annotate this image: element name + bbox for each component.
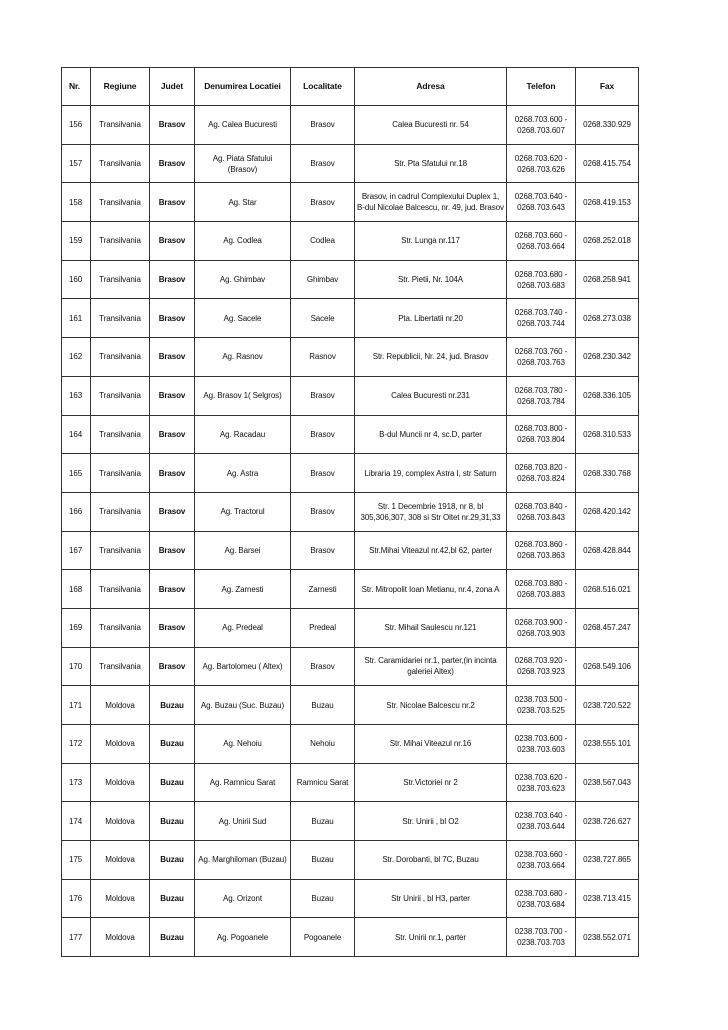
- cell-fax: 0268.428.844: [576, 531, 639, 570]
- cell-denumire: Ag. Unirii Sud: [195, 802, 291, 841]
- telefon-line-1: 0238.703.600 -: [514, 733, 568, 743]
- cell-regiune: Transilvania: [91, 376, 150, 415]
- table-row: [62, 841, 639, 880]
- telefon-line-1: 0268.703.840 -: [514, 501, 568, 511]
- telefon-line-1: 0268.703.860 -: [514, 540, 568, 550]
- cell-denumire: Ag. Marghiloman (Buzau): [195, 841, 291, 880]
- cell-adresa: Str. Lunga nr.117: [355, 222, 507, 261]
- telefon-line-2: 0238.703.525: [517, 706, 565, 716]
- telefon-line-1: 0268.703.780 -: [514, 385, 568, 395]
- cell-judet: Brasov: [150, 376, 195, 415]
- cell-denumire: Ag. Calea Bucuresti: [195, 106, 291, 145]
- cell-fax: 0268.336.105: [576, 376, 639, 415]
- cell-adresa: Brasov, in cadrul Complexului Duplex 1, B-dul Nicolae Balcescu, nr. 49, jud. Brasov: [355, 183, 507, 222]
- cell-fax: 0238.726.627: [576, 802, 639, 841]
- cell-regiune: Transilvania: [91, 222, 150, 261]
- cell-nr: 161: [62, 299, 91, 338]
- cell-nr: 170: [62, 647, 91, 686]
- telefon-line-1: 0238.703.680 -: [514, 888, 568, 898]
- cell-regiune: Moldova: [91, 918, 150, 957]
- cell-regiune: Moldova: [91, 725, 150, 764]
- col-header-localitate: Localitate: [291, 68, 355, 106]
- cell-denumire: Ag. Zarnesti: [195, 570, 291, 609]
- header-row: [62, 68, 639, 106]
- telefon-line-2: 0268.703.643: [517, 203, 565, 213]
- table-body: [62, 106, 639, 957]
- cell-regiune: Transilvania: [91, 492, 150, 531]
- cell-regiune: Moldova: [91, 879, 150, 918]
- cell-adresa: Str.Victoriei nr 2: [355, 763, 507, 802]
- cell-adresa: Str. Pietii, Nr. 104A: [355, 260, 507, 299]
- cell-denumire: Ag. Pogoanele: [195, 918, 291, 957]
- cell-regiune: Moldova: [91, 841, 150, 880]
- cell-judet: Brasov: [150, 144, 195, 183]
- col-header-judet: Judet: [150, 68, 195, 106]
- cell-regiune: Transilvania: [91, 570, 150, 609]
- table-row: [62, 531, 639, 570]
- cell-localitate: Pogoanele: [291, 918, 355, 957]
- cell-adresa: Str. Unirii nr.1, parter: [355, 918, 507, 957]
- cell-judet: Buzau: [150, 686, 195, 725]
- cell-regiune: Transilvania: [91, 183, 150, 222]
- cell-telefon: [507, 415, 576, 454]
- cell-judet: Brasov: [150, 299, 195, 338]
- cell-localitate: Rasnov: [291, 338, 355, 377]
- cell-telefon: [507, 260, 576, 299]
- cell-regiune: Moldova: [91, 686, 150, 725]
- telefon-line-1: 0268.703.800 -: [514, 424, 568, 434]
- telefon-line-2: 0268.703.683: [517, 280, 565, 290]
- cell-fax: 0268.310.533: [576, 415, 639, 454]
- telefon-line-2: 0238.703.644: [517, 822, 565, 832]
- cell-fax: 0268.415.754: [576, 144, 639, 183]
- cell-telefon: [507, 222, 576, 261]
- cell-localitate: Brasov: [291, 183, 355, 222]
- cell-localitate: Brasov: [291, 106, 355, 145]
- telefon-line-1: 0238.703.620 -: [514, 772, 568, 782]
- cell-nr: 157: [62, 144, 91, 183]
- cell-fax: 0238.720.522: [576, 686, 639, 725]
- cell-fax: 0238.552.071: [576, 918, 639, 957]
- telefon-line-1: 0268.703.600 -: [514, 114, 568, 124]
- cell-localitate: Brasov: [291, 647, 355, 686]
- cell-fax: 0268.273.038: [576, 299, 639, 338]
- cell-judet: Brasov: [150, 260, 195, 299]
- cell-adresa: Str. Mihai Viteazul nr.16: [355, 725, 507, 764]
- cell-fax: 0268.330.768: [576, 454, 639, 493]
- cell-judet: Buzau: [150, 879, 195, 918]
- table-header: [62, 68, 639, 106]
- cell-nr: 166: [62, 492, 91, 531]
- cell-fax: 0268.230.342: [576, 338, 639, 377]
- cell-nr: 173: [62, 763, 91, 802]
- cell-adresa: Calea Bucuresti nr.231: [355, 376, 507, 415]
- table-row: [62, 454, 639, 493]
- cell-telefon: [507, 879, 576, 918]
- cell-judet: Brasov: [150, 415, 195, 454]
- cell-fax: 0268.516.021: [576, 570, 639, 609]
- cell-nr: 174: [62, 802, 91, 841]
- cell-adresa: Str. Dorobanti, bl 7C, Buzau: [355, 841, 507, 880]
- telefon-line-2: 0238.703.664: [517, 860, 565, 870]
- table-row: [62, 376, 639, 415]
- cell-nr: 158: [62, 183, 91, 222]
- cell-adresa: Str. Pta Sfatului nr.18: [355, 144, 507, 183]
- cell-adresa: Pta. Libertatii nr.20: [355, 299, 507, 338]
- cell-regiune: Transilvania: [91, 531, 150, 570]
- cell-fax: 0238.555.101: [576, 725, 639, 764]
- cell-regiune: Transilvania: [91, 647, 150, 686]
- cell-denumire: Ag. Rasnov: [195, 338, 291, 377]
- cell-telefon: [507, 608, 576, 647]
- telefon-line-1: 0238.703.640 -: [514, 811, 568, 821]
- table-row: [62, 608, 639, 647]
- telefon-line-1: 0268.703.660 -: [514, 230, 568, 240]
- cell-regiune: Transilvania: [91, 608, 150, 647]
- telefon-line-1: 0268.703.680 -: [514, 269, 568, 279]
- telefon-line-1: 0268.703.900 -: [514, 617, 568, 627]
- cell-telefon: [507, 841, 576, 880]
- cell-regiune: Transilvania: [91, 299, 150, 338]
- cell-nr: 172: [62, 725, 91, 764]
- cell-judet: Brasov: [150, 492, 195, 531]
- cell-telefon: [507, 725, 576, 764]
- cell-telefon: [507, 338, 576, 377]
- telefon-line-1: 0268.703.920 -: [514, 656, 568, 666]
- cell-adresa: Str Unirii , bl H3, parter: [355, 879, 507, 918]
- cell-judet: Brasov: [150, 222, 195, 261]
- telefon-line-1: 0238.703.660 -: [514, 849, 568, 859]
- cell-adresa: B-dul Muncii nr 4, sc.D, parter: [355, 415, 507, 454]
- cell-judet: Brasov: [150, 570, 195, 609]
- col-header-nr: Nr.: [62, 68, 91, 106]
- telefon-line-2: 0238.703.603: [517, 744, 565, 754]
- table-row: [62, 492, 639, 531]
- cell-adresa: Calea Bucuresti nr. 54: [355, 106, 507, 145]
- cell-localitate: Nehoiu: [291, 725, 355, 764]
- cell-localitate: Brasov: [291, 415, 355, 454]
- cell-telefon: [507, 376, 576, 415]
- cell-denumire: Ag. Star: [195, 183, 291, 222]
- cell-localitate: Zarnesti: [291, 570, 355, 609]
- cell-judet: Buzau: [150, 841, 195, 880]
- cell-fax: 0238.567.043: [576, 763, 639, 802]
- cell-nr: 156: [62, 106, 91, 145]
- cell-nr: 163: [62, 376, 91, 415]
- cell-judet: Brasov: [150, 647, 195, 686]
- cell-adresa: Str. Unirii , bl O2: [355, 802, 507, 841]
- cell-regiune: Transilvania: [91, 415, 150, 454]
- cell-localitate: Buzau: [291, 802, 355, 841]
- table-row: [62, 686, 639, 725]
- table-row: [62, 570, 639, 609]
- cell-denumire: Ag. Racadau: [195, 415, 291, 454]
- cell-judet: Brasov: [150, 608, 195, 647]
- cell-fax: 0268.457.247: [576, 608, 639, 647]
- cell-denumire: Ag. Orizont: [195, 879, 291, 918]
- telefon-line-2: 0268.703.664: [517, 241, 565, 251]
- telefon-line-1: 0268.703.760 -: [514, 346, 568, 356]
- cell-denumire: Ag. Ghimbav: [195, 260, 291, 299]
- cell-telefon: [507, 144, 576, 183]
- cell-localitate: Codlea: [291, 222, 355, 261]
- cell-fax: 0268.330.929: [576, 106, 639, 145]
- table-row: [62, 144, 639, 183]
- telefon-line-2: 0238.703.623: [517, 783, 565, 793]
- table-row: [62, 299, 639, 338]
- telefon-line-1: 0268.703.820 -: [514, 463, 568, 473]
- telefon-line-2: 0268.703.763: [517, 357, 565, 367]
- cell-fax: 0268.420.142: [576, 492, 639, 531]
- cell-adresa: Str.Mihai Viteazul nr.42,bl 62, parter: [355, 531, 507, 570]
- cell-denumire: Ag. Tractorul: [195, 492, 291, 531]
- telefon-line-2: 0268.703.883: [517, 590, 565, 600]
- cell-telefon: [507, 647, 576, 686]
- telefon-line-1: 0268.703.880 -: [514, 579, 568, 589]
- cell-nr: 160: [62, 260, 91, 299]
- cell-denumire: Ag. Brasov 1( Selgros): [195, 376, 291, 415]
- cell-localitate: Ghimbav: [291, 260, 355, 299]
- cell-localitate: Buzau: [291, 686, 355, 725]
- cell-judet: Brasov: [150, 338, 195, 377]
- cell-telefon: [507, 686, 576, 725]
- telefon-line-2: 0268.703.923: [517, 667, 565, 677]
- cell-nr: 164: [62, 415, 91, 454]
- telefon-line-2: 0268.703.903: [517, 628, 565, 638]
- cell-nr: 168: [62, 570, 91, 609]
- cell-denumire: Ag. Piata Sfatului (Brasov): [195, 144, 291, 183]
- cell-telefon: [507, 531, 576, 570]
- locations-table: [61, 67, 639, 957]
- telefon-line-2: 0268.703.804: [517, 435, 565, 445]
- cell-localitate: Ramnicu Sarat: [291, 763, 355, 802]
- cell-regiune: Transilvania: [91, 106, 150, 145]
- cell-telefon: [507, 454, 576, 493]
- cell-localitate: Brasov: [291, 376, 355, 415]
- telefon-line-1: 0268.703.620 -: [514, 153, 568, 163]
- cell-judet: Brasov: [150, 106, 195, 145]
- cell-nr: 165: [62, 454, 91, 493]
- telefon-line-2: 0268.703.784: [517, 396, 565, 406]
- telefon-line-2: 0268.703.863: [517, 551, 565, 561]
- cell-fax: 0238.727.865: [576, 841, 639, 880]
- table-row: [62, 725, 639, 764]
- cell-nr: 171: [62, 686, 91, 725]
- telefon-line-2: 0238.703.684: [517, 899, 565, 909]
- cell-nr: 177: [62, 918, 91, 957]
- cell-telefon: [507, 570, 576, 609]
- cell-nr: 167: [62, 531, 91, 570]
- table-row: [62, 763, 639, 802]
- cell-denumire: Ag. Codlea: [195, 222, 291, 261]
- table-row: [62, 338, 639, 377]
- cell-judet: Buzau: [150, 763, 195, 802]
- cell-denumire: Ag. Astra: [195, 454, 291, 493]
- cell-localitate: Brasov: [291, 531, 355, 570]
- cell-localitate: Sacele: [291, 299, 355, 338]
- col-header-denumire: Denumirea Locatiei: [195, 68, 291, 106]
- cell-nr: 159: [62, 222, 91, 261]
- cell-adresa: Libraria 19, complex Astra I, str Saturn: [355, 454, 507, 493]
- cell-nr: 169: [62, 608, 91, 647]
- cell-judet: Buzau: [150, 725, 195, 764]
- cell-regiune: Transilvania: [91, 260, 150, 299]
- table-row: [62, 106, 639, 145]
- cell-judet: Buzau: [150, 918, 195, 957]
- cell-localitate: Brasov: [291, 454, 355, 493]
- cell-regiune: Transilvania: [91, 338, 150, 377]
- cell-localitate: Predeal: [291, 608, 355, 647]
- cell-denumire: Ag. Bartolomeu ( Altex): [195, 647, 291, 686]
- telefon-line-2: 0238.703.703: [517, 938, 565, 948]
- table-row: [62, 647, 639, 686]
- cell-nr: 175: [62, 841, 91, 880]
- cell-adresa: Str. Republicii, Nr. 24, jud. Brasov: [355, 338, 507, 377]
- table-row: [62, 918, 639, 957]
- telefon-line-1: 0268.703.640 -: [514, 192, 568, 202]
- cell-adresa: Str. 1 Decembrie 1918, nr 8, bl 305,306,307, 308 si Str Oltet nr.29,31,33: [355, 492, 507, 531]
- col-header-fax: Fax: [576, 68, 639, 106]
- cell-telefon: [507, 106, 576, 145]
- cell-regiune: Moldova: [91, 763, 150, 802]
- col-header-adresa: Adresa: [355, 68, 507, 106]
- col-header-regiune: Regiune: [91, 68, 150, 106]
- telefon-line-2: 0268.703.843: [517, 512, 565, 522]
- cell-adresa: Str. Mitropolit Ioan Metianu, nr.4, zona A: [355, 570, 507, 609]
- cell-denumire: Ag. Buzau (Suc. Buzau): [195, 686, 291, 725]
- cell-telefon: [507, 802, 576, 841]
- cell-localitate: Brasov: [291, 492, 355, 531]
- table-row: [62, 260, 639, 299]
- telefon-line-1: 0268.703.740 -: [514, 308, 568, 318]
- cell-nr: 162: [62, 338, 91, 377]
- telefon-line-2: 0268.703.744: [517, 319, 565, 329]
- col-header-telefon: Telefon: [507, 68, 576, 106]
- cell-fax: 0268.549.106: [576, 647, 639, 686]
- cell-localitate: Brasov: [291, 144, 355, 183]
- cell-fax: 0268.258.941: [576, 260, 639, 299]
- cell-telefon: [507, 299, 576, 338]
- cell-adresa: Str. Nicolae Balcescu nr.2: [355, 686, 507, 725]
- cell-regiune: Transilvania: [91, 454, 150, 493]
- telefon-line-1: 0238.703.500 -: [514, 695, 568, 705]
- cell-telefon: [507, 918, 576, 957]
- telefon-line-2: 0268.703.626: [517, 164, 565, 174]
- cell-judet: Brasov: [150, 454, 195, 493]
- cell-fax: 0268.252.018: [576, 222, 639, 261]
- cell-judet: Brasov: [150, 531, 195, 570]
- cell-denumire: Ag. Ramnicu Sarat: [195, 763, 291, 802]
- cell-adresa: Str. Mihail Saulescu nr.121: [355, 608, 507, 647]
- table-row: [62, 802, 639, 841]
- cell-adresa: Str. Caramidariei nr.1, parter,(in incinta galeriei Altex): [355, 647, 507, 686]
- cell-fax: 0268.419.153: [576, 183, 639, 222]
- cell-telefon: [507, 763, 576, 802]
- table-row: [62, 415, 639, 454]
- table-row: [62, 222, 639, 261]
- cell-regiune: Transilvania: [91, 144, 150, 183]
- cell-fax: 0238.713.415: [576, 879, 639, 918]
- cell-denumire: Ag. Nehoiu: [195, 725, 291, 764]
- cell-denumire: Ag. Sacele: [195, 299, 291, 338]
- cell-judet: Brasov: [150, 183, 195, 222]
- cell-localitate: Buzau: [291, 879, 355, 918]
- cell-telefon: [507, 492, 576, 531]
- table-row: [62, 879, 639, 918]
- cell-judet: Buzau: [150, 802, 195, 841]
- table-row: [62, 183, 639, 222]
- cell-localitate: Buzau: [291, 841, 355, 880]
- cell-denumire: Ag. Predeal: [195, 608, 291, 647]
- cell-telefon: [507, 183, 576, 222]
- telefon-line-2: 0268.703.607: [517, 125, 565, 135]
- telefon-line-2: 0268.703.824: [517, 474, 565, 484]
- telefon-line-1: 0238.703.700 -: [514, 927, 568, 937]
- cell-regiune: Moldova: [91, 802, 150, 841]
- cell-denumire: Ag. Barsei: [195, 531, 291, 570]
- cell-nr: 176: [62, 879, 91, 918]
